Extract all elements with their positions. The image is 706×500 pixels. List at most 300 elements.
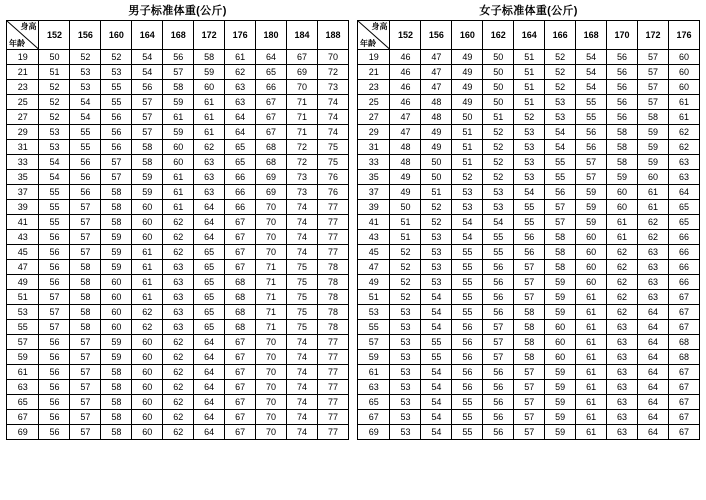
female-weight-cell: 53: [390, 365, 421, 380]
female-weight-cell: 54: [421, 410, 452, 425]
male-weight-cell: 64: [256, 50, 287, 65]
male-weight-cell: 60: [132, 425, 163, 440]
male-weight-cell: 55: [70, 140, 101, 155]
female-weight-cell: 52: [452, 170, 483, 185]
female-weight-cell: 56: [452, 380, 483, 395]
female-weight-cell: 60: [668, 80, 699, 95]
male-weight-cell: 55: [39, 215, 70, 230]
female-weight-cell: 52: [421, 215, 452, 230]
female-age-cell: 69: [358, 425, 390, 440]
female-weight-cell: 53: [452, 185, 483, 200]
female-weight-cell: 56: [607, 110, 638, 125]
male-weight-cell: 58: [70, 320, 101, 335]
male-weight-cell: 56: [39, 380, 70, 395]
male-weight-cell: 74: [317, 95, 348, 110]
female-height-header: 170: [607, 21, 638, 50]
table-row: [358, 290, 700, 305]
female-weight-cell: 49: [421, 125, 452, 140]
male-weight-cell: 76: [317, 170, 348, 185]
female-weight-cell: 53: [514, 170, 545, 185]
male-weight-cell: 61: [163, 200, 194, 215]
female-weight-cell: 60: [545, 350, 576, 365]
male-weight-cell: 69: [256, 185, 287, 200]
male-weight-cell: 57: [39, 290, 70, 305]
table-row: [7, 260, 349, 275]
female-weight-cell: 56: [514, 245, 545, 260]
male-weight-cell: 57: [70, 200, 101, 215]
male-weight-cell: 78: [317, 275, 348, 290]
female-weight-cell: 59: [637, 125, 668, 140]
table-row: [7, 395, 349, 410]
table-row: [7, 410, 349, 425]
table-row: [358, 140, 700, 155]
male-weight-cell: 74: [317, 110, 348, 125]
male-weight-cell: 60: [163, 140, 194, 155]
female-weight-cell: 58: [545, 260, 576, 275]
female-weight-cell: 56: [452, 365, 483, 380]
female-weight-cell: 64: [637, 320, 668, 335]
table-row: [7, 200, 349, 215]
female-weight-cell: 51: [483, 110, 514, 125]
female-height-header: 152: [390, 21, 421, 50]
male-weight-cell: 59: [163, 125, 194, 140]
male-weight-cell: 61: [132, 290, 163, 305]
female-weight-cell: 53: [390, 335, 421, 350]
female-age-cell: 29: [358, 125, 390, 140]
female-weight-cell: 47: [421, 50, 452, 65]
table-row: [358, 410, 700, 425]
male-weight-cell: 70: [256, 215, 287, 230]
female-weight-cell: 62: [668, 125, 699, 140]
male-age-cell: 39: [7, 200, 39, 215]
table-row: [7, 110, 349, 125]
female-weight-cell: 60: [576, 245, 607, 260]
female-weight-cell: 52: [421, 200, 452, 215]
female-weight-cell: 67: [668, 380, 699, 395]
male-weight-cell: 77: [317, 380, 348, 395]
female-age-cell: 63: [358, 380, 390, 395]
male-weight-cell: 52: [39, 80, 70, 95]
male-weight-cell: 62: [163, 380, 194, 395]
female-weight-cell: 47: [421, 80, 452, 95]
female-weight-cell: 60: [607, 185, 638, 200]
male-weight-cell: 63: [194, 170, 225, 185]
female-weight-cell: 61: [637, 200, 668, 215]
male-weight-cell: 67: [225, 425, 256, 440]
male-weight-cell: 64: [194, 335, 225, 350]
female-weight-cell: 48: [421, 95, 452, 110]
female-weight-cell: 52: [390, 245, 421, 260]
female-weight-cell: 54: [576, 50, 607, 65]
female-weight-cell: 64: [637, 395, 668, 410]
female-weight-cell: 56: [607, 80, 638, 95]
male-weight-cell: 64: [225, 110, 256, 125]
female-weight-cell: 62: [637, 215, 668, 230]
female-weight-cell: 65: [668, 215, 699, 230]
table-row: [358, 155, 700, 170]
female-weight-cell: 61: [576, 350, 607, 365]
female-age-cell: 55: [358, 320, 390, 335]
male-weight-cell: 59: [101, 260, 132, 275]
male-weight-cell: 56: [39, 260, 70, 275]
female-weight-cell: 56: [483, 425, 514, 440]
female-weight-cell: 63: [637, 290, 668, 305]
female-weight-cell: 46: [390, 95, 421, 110]
male-weight-cell: 71: [286, 125, 317, 140]
male-weight-cell: 75: [317, 140, 348, 155]
table-row: [7, 140, 349, 155]
female-weight-cell: 49: [390, 170, 421, 185]
male-age-cell: 63: [7, 380, 39, 395]
male-weight-cell: 78: [317, 320, 348, 335]
female-weight-cell: 57: [514, 290, 545, 305]
male-weight-cell: 66: [225, 200, 256, 215]
male-age-cell: 51: [7, 290, 39, 305]
female-weight-cell: 51: [421, 185, 452, 200]
female-weight-cell: 55: [452, 260, 483, 275]
male-height-label: 身高: [20, 22, 37, 31]
male-weight-cell: 61: [132, 245, 163, 260]
table-row: [7, 245, 349, 260]
female-weight-cell: 61: [576, 290, 607, 305]
male-weight-cell: 59: [101, 245, 132, 260]
male-weight-cell: 58: [101, 365, 132, 380]
female-weight-cell: 56: [576, 125, 607, 140]
female-weight-cell: 55: [452, 305, 483, 320]
male-weight-cell: 60: [132, 395, 163, 410]
table-row: [7, 65, 349, 80]
female-weight-cell: 53: [421, 245, 452, 260]
female-weight-cell: 54: [452, 215, 483, 230]
male-weight-cell: 77: [317, 245, 348, 260]
female-weight-cell: 67: [668, 425, 699, 440]
table-row: [7, 155, 349, 170]
female-weight-cell: 58: [514, 350, 545, 365]
female-age-cell: 25: [358, 95, 390, 110]
male-weight-cell: 70: [256, 335, 287, 350]
table-row: [358, 305, 700, 320]
female-weight-cell: 67: [668, 395, 699, 410]
female-age-cell: 33: [358, 155, 390, 170]
female-age-cell: 47: [358, 260, 390, 275]
female-weight-cell: 59: [576, 215, 607, 230]
female-weight-cell: 55: [452, 395, 483, 410]
male-weight-cell: 57: [39, 320, 70, 335]
female-weight-cell: 46: [390, 80, 421, 95]
female-weight-cell: 56: [545, 185, 576, 200]
female-weight-cell: 59: [607, 170, 638, 185]
male-weight-cell: 59: [194, 65, 225, 80]
female-weight-cell: 54: [421, 425, 452, 440]
female-weight-cell: 59: [637, 140, 668, 155]
female-weight-cell: 57: [483, 320, 514, 335]
female-weight-cell: 53: [514, 155, 545, 170]
male-weight-cell: 77: [317, 395, 348, 410]
table-row: [358, 380, 700, 395]
female-weight-cell: 61: [668, 95, 699, 110]
male-weight-cell: 71: [256, 260, 287, 275]
female-weight-cell: 60: [668, 65, 699, 80]
female-weight-cell: 55: [452, 410, 483, 425]
female-weight-cell: 61: [576, 395, 607, 410]
male-height-header: 172: [194, 21, 225, 50]
female-weight-cell: 56: [452, 335, 483, 350]
male-weight-cell: 62: [163, 410, 194, 425]
male-weight-cell: 65: [194, 275, 225, 290]
male-weight-cell: 54: [39, 155, 70, 170]
male-weight-cell: 60: [132, 380, 163, 395]
female-weight-cell: 57: [637, 65, 668, 80]
male-weight-cell: 70: [256, 365, 287, 380]
male-age-cell: 33: [7, 155, 39, 170]
female-weight-cell: 55: [452, 290, 483, 305]
male-weight-cell: 57: [163, 65, 194, 80]
male-weight-cell: 55: [39, 185, 70, 200]
male-table-title: 男子标准体重(公斤): [128, 5, 227, 17]
female-weight-cell: 56: [607, 95, 638, 110]
male-weight-cell: 56: [39, 275, 70, 290]
female-weight-cell: 49: [421, 140, 452, 155]
female-weight-cell: 61: [607, 215, 638, 230]
male-weight-cell: 75: [286, 260, 317, 275]
female-age-cell: 45: [358, 245, 390, 260]
male-weight-cell: 70: [256, 245, 287, 260]
female-weight-cell: 67: [668, 290, 699, 305]
male-age-cell: 59: [7, 350, 39, 365]
male-weight-cell: 61: [163, 185, 194, 200]
female-age-label: 年龄: [360, 39, 376, 48]
male-weight-cell: 68: [225, 305, 256, 320]
female-weight-cell: 53: [421, 230, 452, 245]
female-weight-cell: 49: [452, 80, 483, 95]
male-age-cell: 55: [7, 320, 39, 335]
female-weight-cell: 55: [545, 170, 576, 185]
female-weight-cell: 54: [421, 320, 452, 335]
female-weight-cell: 67: [668, 365, 699, 380]
male-weight-cell: 60: [132, 365, 163, 380]
male-weight-cell: 74: [286, 365, 317, 380]
female-weight-cell: 52: [545, 50, 576, 65]
male-weight-cell: 61: [132, 275, 163, 290]
male-weight-cell: 65: [225, 155, 256, 170]
table-row: [7, 125, 349, 140]
male-weight-cell: 68: [225, 290, 256, 305]
female-weight-cell: 53: [514, 140, 545, 155]
female-weight-cell: 53: [452, 200, 483, 215]
male-weight-cell: 74: [286, 380, 317, 395]
male-weight-cell: 77: [317, 215, 348, 230]
female-age-cell: 49: [358, 275, 390, 290]
male-weight-cell: 71: [256, 275, 287, 290]
male-weight-cell: 64: [194, 410, 225, 425]
female-weight-cell: 64: [637, 335, 668, 350]
female-age-cell: 39: [358, 200, 390, 215]
male-age-cell: 37: [7, 185, 39, 200]
female-weight-cell: 58: [514, 305, 545, 320]
female-weight-table: [357, 20, 700, 440]
female-weight-cell: 57: [483, 350, 514, 365]
male-weight-cell: 74: [286, 350, 317, 365]
female-weight-cell: 53: [421, 260, 452, 275]
male-weight-cell: 66: [225, 185, 256, 200]
male-weight-cell: 55: [101, 80, 132, 95]
male-weight-cell: 63: [163, 290, 194, 305]
female-weight-cell: 50: [390, 200, 421, 215]
female-weight-cell: 46: [390, 50, 421, 65]
female-weight-cell: 67: [668, 410, 699, 425]
female-weight-cell: 55: [514, 215, 545, 230]
male-age-cell: 35: [7, 170, 39, 185]
female-table-body: [358, 50, 700, 440]
male-weight-cell: 59: [101, 230, 132, 245]
female-weight-cell: 64: [637, 365, 668, 380]
male-weight-cell: 78: [317, 305, 348, 320]
male-age-cell: 67: [7, 410, 39, 425]
male-weight-cell: 71: [256, 290, 287, 305]
male-weight-cell: 57: [70, 215, 101, 230]
female-weight-cell: 54: [452, 230, 483, 245]
male-weight-cell: 67: [225, 395, 256, 410]
male-weight-cell: 75: [286, 275, 317, 290]
male-weight-cell: 64: [194, 365, 225, 380]
male-age-cell: 27: [7, 110, 39, 125]
female-weight-cell: 63: [607, 395, 638, 410]
female-weight-cell: 51: [514, 95, 545, 110]
male-weight-cell: 62: [163, 230, 194, 245]
male-age-cell: 65: [7, 395, 39, 410]
female-weight-cell: 53: [514, 125, 545, 140]
male-weight-cell: 59: [101, 350, 132, 365]
male-weight-cell: 75: [286, 290, 317, 305]
male-age-cell: 23: [7, 80, 39, 95]
female-weight-cell: 54: [576, 65, 607, 80]
male-weight-cell: 64: [194, 200, 225, 215]
female-weight-cell: 50: [421, 170, 452, 185]
female-weight-cell: 51: [452, 155, 483, 170]
female-weight-cell: 54: [514, 185, 545, 200]
female-weight-cell: 51: [390, 230, 421, 245]
female-weight-cell: 56: [452, 350, 483, 365]
female-weight-cell: 50: [483, 95, 514, 110]
male-weight-cell: 75: [317, 155, 348, 170]
male-age-cell: 45: [7, 245, 39, 260]
table-row: [7, 305, 349, 320]
female-weight-cell: 53: [483, 200, 514, 215]
female-weight-cell: 51: [514, 50, 545, 65]
female-weight-cell: 56: [483, 410, 514, 425]
table-row: [7, 380, 349, 395]
male-weight-cell: 60: [101, 320, 132, 335]
female-weight-cell: 56: [483, 365, 514, 380]
female-weight-cell: 51: [514, 65, 545, 80]
female-weight-cell: 56: [483, 395, 514, 410]
male-weight-cell: 63: [225, 95, 256, 110]
male-weight-cell: 72: [286, 140, 317, 155]
male-weight-table: [6, 20, 349, 440]
female-weight-cell: 50: [421, 155, 452, 170]
male-weight-cell: 58: [101, 395, 132, 410]
male-weight-cell: 59: [132, 170, 163, 185]
female-weight-cell: 53: [390, 425, 421, 440]
female-age-cell: 59: [358, 350, 390, 365]
male-weight-cell: 63: [163, 275, 194, 290]
female-weight-cell: 55: [576, 110, 607, 125]
female-weight-cell: 58: [607, 140, 638, 155]
female-weight-cell: 58: [514, 335, 545, 350]
female-weight-cell: 66: [668, 275, 699, 290]
female-weight-cell: 47: [390, 110, 421, 125]
male-weight-cell: 63: [194, 185, 225, 200]
female-weight-cell: 52: [483, 155, 514, 170]
female-weight-cell: 63: [607, 365, 638, 380]
female-weight-cell: 60: [545, 335, 576, 350]
male-weight-cell: 77: [317, 365, 348, 380]
female-age-cell: 41: [358, 215, 390, 230]
female-weight-cell: 63: [637, 245, 668, 260]
female-weight-cell: 61: [607, 230, 638, 245]
male-weight-cell: 62: [163, 245, 194, 260]
male-weight-cell: 64: [194, 380, 225, 395]
table-row: [358, 260, 700, 275]
female-weight-cell: 48: [390, 140, 421, 155]
male-weight-cell: 64: [194, 395, 225, 410]
male-weight-cell: 60: [194, 80, 225, 95]
male-weight-cell: 72: [286, 155, 317, 170]
table-row: [7, 80, 349, 95]
male-weight-cell: 60: [132, 215, 163, 230]
female-weight-cell: 58: [545, 245, 576, 260]
female-height-header: 160: [452, 21, 483, 50]
male-weight-cell: 61: [194, 110, 225, 125]
female-weight-cell: 58: [514, 320, 545, 335]
male-weight-cell: 58: [101, 380, 132, 395]
female-weight-cell: 54: [421, 365, 452, 380]
male-weight-cell: 60: [132, 200, 163, 215]
female-header-row: [358, 21, 700, 50]
female-weight-cell: 57: [483, 335, 514, 350]
female-weight-cell: 64: [637, 380, 668, 395]
female-weight-cell: 63: [637, 275, 668, 290]
male-weight-cell: 68: [256, 155, 287, 170]
male-weight-cell: 74: [286, 245, 317, 260]
table-row: [358, 215, 700, 230]
male-weight-cell: 74: [286, 230, 317, 245]
male-weight-cell: 56: [39, 245, 70, 260]
female-weight-cell: 59: [545, 380, 576, 395]
male-weight-cell: 57: [101, 170, 132, 185]
male-weight-cell: 66: [225, 170, 256, 185]
female-weight-cell: 59: [545, 305, 576, 320]
female-weight-cell: 64: [637, 410, 668, 425]
male-weight-cell: 53: [70, 65, 101, 80]
male-weight-cell: 78: [317, 260, 348, 275]
female-weight-cell: 53: [390, 305, 421, 320]
male-weight-cell: 58: [70, 290, 101, 305]
female-weight-table-block: [357, 4, 700, 500]
male-weight-cell: 63: [225, 80, 256, 95]
female-weight-cell: 50: [483, 80, 514, 95]
male-weight-cell: 54: [70, 95, 101, 110]
male-weight-cell: 59: [163, 95, 194, 110]
male-weight-cell: 60: [132, 410, 163, 425]
female-weight-cell: 61: [637, 185, 668, 200]
table-row: [7, 335, 349, 350]
male-weight-cell: 58: [101, 425, 132, 440]
table-row: [7, 350, 349, 365]
female-age-cell: 35: [358, 170, 390, 185]
female-weight-cell: 58: [545, 230, 576, 245]
female-age-cell: 37: [358, 185, 390, 200]
